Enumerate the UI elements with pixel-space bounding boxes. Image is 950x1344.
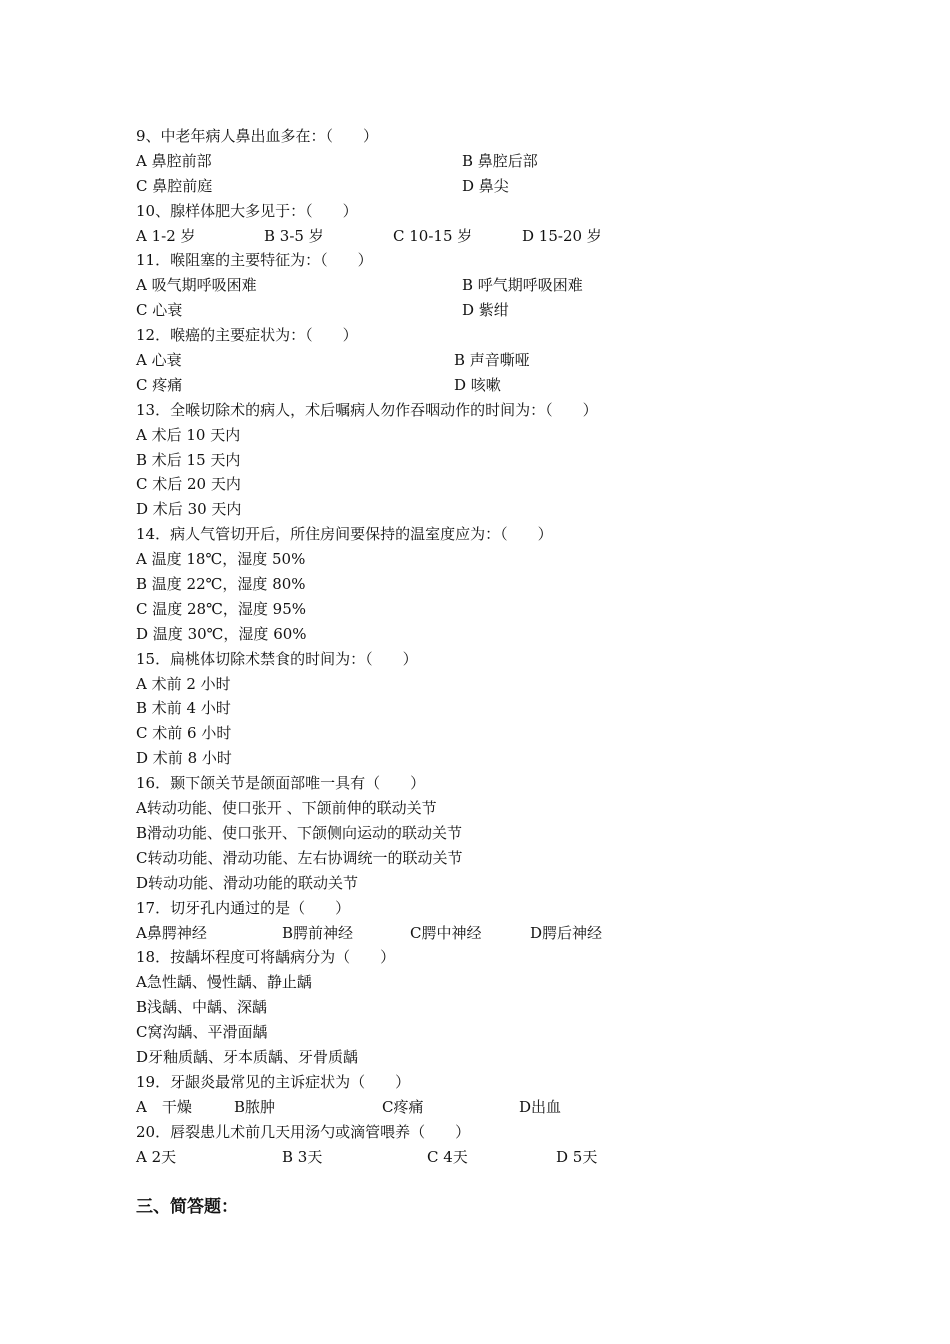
option-text: A急性龋、慢性龋、静止龋 (136, 973, 312, 992)
option-text: D牙釉质龋、牙本质龋、牙骨质龋 (136, 1047, 359, 1066)
option-text: A 术后 10 天内 (136, 425, 241, 444)
option-text: C 4天 (427, 1147, 468, 1166)
option-row (136, 423, 836, 448)
option-text: D 5天 (556, 1147, 598, 1166)
option-text: B 鼻腔后部 (462, 151, 538, 170)
option-row (136, 746, 836, 771)
option-text: C 温度 28℃，湿度 95% (136, 599, 306, 618)
option-row (136, 597, 836, 622)
option-row (136, 298, 836, 323)
option-text: A 干燥 (136, 1097, 192, 1116)
option-row (136, 174, 836, 199)
option-text: C疼痛 (382, 1097, 424, 1116)
option-text: A 心衰 (136, 351, 182, 370)
option-text: C 10-15 岁 (393, 226, 473, 245)
option-row (136, 497, 836, 522)
option-row (136, 572, 836, 597)
option-text: D 紫绀 (462, 301, 509, 320)
option-row (136, 821, 836, 846)
option-row (136, 273, 836, 298)
option-row (136, 373, 836, 398)
option-row (136, 921, 836, 946)
option-text: A 吸气期呼吸困难 (136, 276, 257, 295)
option-text: C 鼻腔前庭 (136, 176, 213, 195)
option-row (136, 970, 836, 995)
option-text: D转动功能、滑动功能的联动关节 (136, 873, 359, 892)
question-stem: 13．全喉切除术的病人，术后嘱病人勿作吞咽动作的时间为：（ ） (136, 400, 598, 419)
option-row (136, 224, 836, 249)
option-row (136, 622, 836, 647)
option-text: D 术前 8 小时 (136, 749, 232, 768)
option-row (136, 846, 836, 871)
option-text: C转动功能、滑动功能、左右协调统一的联动关节 (136, 848, 463, 867)
option-row (136, 547, 836, 572)
option-text: C窝沟龋、平滑面龋 (136, 1023, 268, 1042)
option-row (136, 871, 836, 896)
option-text: B 3-5 岁 (264, 226, 324, 245)
option-text: B 呼气期呼吸困难 (462, 276, 583, 295)
option-text: C 术后 20 天内 (136, 475, 241, 494)
option-text: B 术前 4 小时 (136, 699, 231, 718)
question-stem: 14．病人气管切开后，所住房间要保持的温室度应为：（ ） (136, 525, 553, 544)
option-row (136, 672, 836, 697)
question-stem: 11．喉阻塞的主要特征为：（ ） (136, 251, 373, 270)
option-row (136, 1045, 836, 1070)
option-text: A鼻腭神经 (136, 923, 207, 942)
question-stem: 20．唇裂患儿术前几天用汤勺或滴管喂养（ ） (136, 1122, 471, 1141)
option-text: B腭前神经 (282, 923, 354, 942)
option-row (136, 472, 836, 497)
option-text: D腭后神经 (530, 923, 603, 942)
option-row (136, 1145, 836, 1170)
option-row (136, 796, 836, 821)
option-row (136, 1020, 836, 1045)
option-text: A 2天 (136, 1147, 177, 1166)
question-stem: 18．按龋坏程度可将龋病分为（ ） (136, 948, 396, 967)
question-stem: 9、中老年病人鼻出血多在：（ ） (136, 127, 379, 145)
option-text: B脓肿 (234, 1097, 276, 1116)
option-text: D出血 (519, 1097, 562, 1116)
section-heading: 三、简答题： (136, 1197, 238, 1217)
question-stem: 15．扁桃体切除术禁食的时间为：（ ） (136, 649, 418, 668)
option-text: D 15-20 岁 (522, 226, 602, 245)
option-text: B浅龋、中龋、深龋 (136, 998, 268, 1017)
option-row (136, 721, 836, 746)
option-text: D 鼻尖 (462, 176, 509, 195)
question-stem: 19．牙龈炎最常见的主诉症状为（ ） (136, 1072, 411, 1091)
option-text: B滑动功能、使口张开、下颌侧向运动的联动关节 (136, 823, 463, 842)
option-text: B 温度 22℃，湿度 80% (136, 575, 306, 594)
option-row (136, 448, 836, 473)
option-row (136, 348, 836, 373)
option-text: A 术前 2 小时 (136, 674, 231, 693)
option-text: C 疼痛 (136, 375, 183, 394)
question-stem: 16．颞下颌关节是颌面部唯一具有（ ） (136, 774, 426, 793)
option-text: C腭中神经 (410, 923, 482, 942)
option-row (136, 149, 836, 174)
option-text: B 术后 15 天内 (136, 450, 241, 469)
option-text: D 温度 30℃，湿度 60% (136, 624, 307, 643)
option-text: B 3天 (282, 1147, 323, 1166)
option-text: A 温度 18℃，湿度 50% (136, 550, 306, 569)
option-text: C 术前 6 小时 (136, 724, 232, 743)
question-stem: 17．切牙孔内通过的是（ ） (136, 898, 351, 917)
option-text: A转动功能、使口张开 、下颌前伸的联动关节 (136, 799, 437, 818)
option-text: B 声音嘶哑 (454, 351, 530, 370)
option-row (136, 995, 836, 1020)
option-text: A 鼻腔前部 (136, 151, 212, 170)
option-text: D 咳嗽 (454, 375, 501, 394)
option-row (136, 696, 836, 721)
option-text: D 术后 30 天内 (136, 500, 242, 519)
option-text: C 心衰 (136, 301, 183, 320)
option-row (136, 1095, 836, 1120)
option-text: A 1-2 岁 (136, 226, 196, 245)
question-stem: 12．喉癌的主要症状为：（ ） (136, 326, 358, 345)
question-stem: 10、腺样体肥大多见于：（ ） (136, 201, 358, 220)
question-list (136, 124, 836, 1169)
